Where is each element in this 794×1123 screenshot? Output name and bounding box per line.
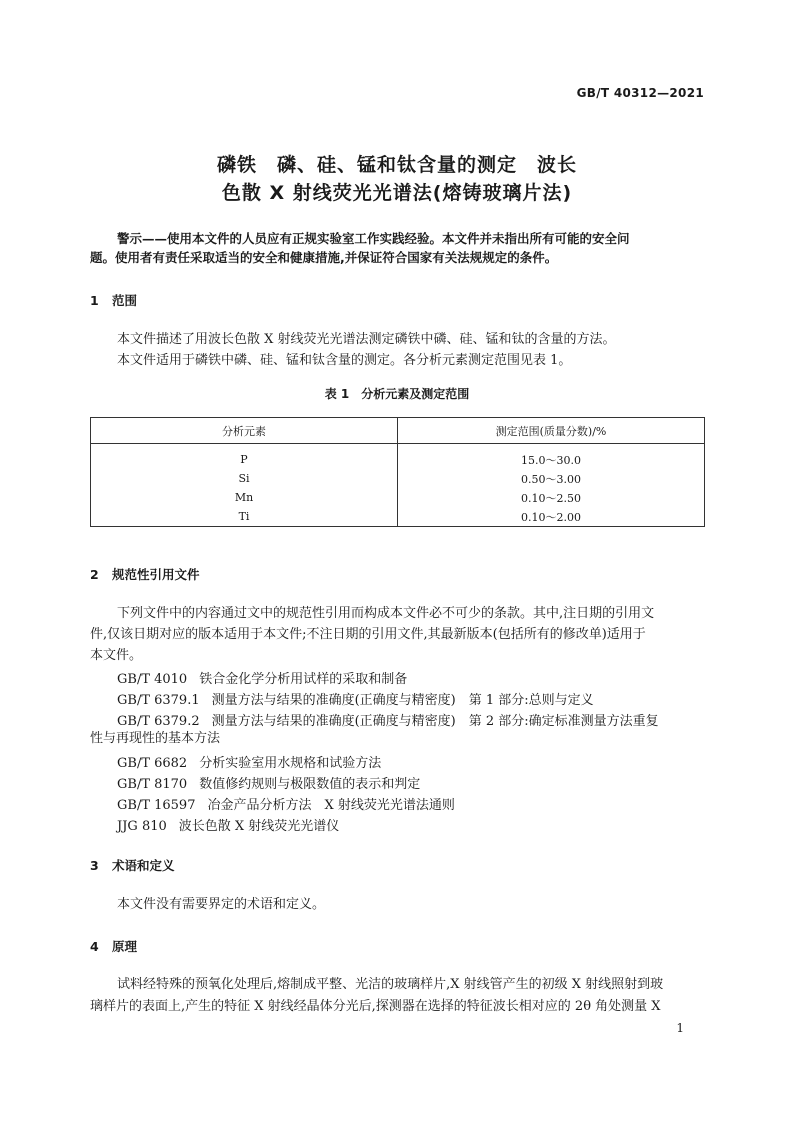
table-row (91, 444, 705, 470)
table-cell: 0.10～2.50 (398, 488, 705, 507)
paragraph: 璃样片的表面上,产生的特征 X 射线经晶体分光后,探测器在选择的特征波长相对应的 2θ 角处测量 X (90, 999, 661, 1014)
reference-title: 测量方法与结果的准确度(正确度与精密度) 第 2 部分:确定标准测量方法重复 (211, 714, 659, 729)
table-caption: 表 1 分析元素及测定范围 (324, 387, 470, 401)
reference-item (117, 668, 407, 687)
section-heading-terms (90, 856, 175, 874)
paragraph: 件,仅该日期对应的版本适用于本文件;不注日期的引用文件,其最新版本(包括所有的修改单)适用于 (90, 627, 646, 642)
table-cell: 15.0～30.0 (398, 444, 705, 470)
analysis-range-table (90, 417, 705, 527)
reference-title: 波长色散 X 射线荧光光谱仪 (178, 819, 340, 834)
warning-line-2: 题。使用者有责任采取适当的安全和健康措施,并保证符合国家有关法规规定的条件。 (90, 250, 558, 265)
reference-item (117, 815, 339, 834)
section-number: 1 (90, 293, 99, 308)
section-number: 4 (90, 939, 99, 954)
paragraph: 试料经特殊的预氧化处理后,熔制成平整、光洁的玻璃样片,X 射线管产生的初级 X 射线照射到玻 (117, 977, 664, 992)
paragraph: 下列文件中的内容通过文中的规范性引用而构成本文件必不可少的条款。其中,注日期的引用文 (117, 606, 655, 621)
section-title: 范围 (112, 293, 138, 308)
table-header-cell: 测定范围(质量分数)/% (398, 418, 705, 444)
table-cell: 0.10～2.00 (398, 507, 705, 527)
reference-title: 铁合金化学分析用试样的采取和制备 (199, 672, 408, 687)
section-heading-normative-references (90, 565, 200, 583)
reference-title: 测量方法与结果的准确度(正确度与精密度) 第 1 部分:总则与定义 (211, 693, 594, 708)
reference-item (117, 752, 381, 771)
reference-title: 分析实验室用水规格和试验方法 (199, 756, 382, 771)
warning-line-1: 警示——使用本文件的人员应有正规实验室工作实践经验。本文件并未指出所有可能的安全问 (117, 231, 630, 246)
section-title: 规范性引用文件 (112, 567, 200, 582)
section-title: 术语和定义 (112, 858, 175, 873)
table-header-row (91, 418, 705, 444)
paragraph: 本文件适用于磷铁中磷、硅、锰和钛含量的测定。各分析元素测定范围见表 1。 (117, 353, 572, 368)
reference-code: GB/T 16597 (117, 798, 196, 813)
reference-code: GB/T 6379.1 (117, 693, 200, 708)
section-heading-principle (90, 937, 137, 955)
table-row (91, 507, 705, 527)
table-cell: Ti (91, 507, 398, 527)
table-row (91, 488, 705, 507)
reference-title: 数值修约规则与极限数值的表示和判定 (199, 777, 421, 792)
reference-item (117, 710, 659, 729)
paragraph: 本文件描述了用波长色散 X 射线荧光光谱法测定磷铁中磷、硅、锰和钛的含量的方法。 (117, 332, 616, 347)
reference-code: JJG 810 (117, 819, 167, 834)
table-cell: 0.50～3.00 (398, 469, 705, 488)
reference-item (117, 794, 455, 813)
table-header-cell: 分析元素 (91, 418, 398, 444)
table-cell: Mn (91, 488, 398, 507)
reference-code: GB/T 4010 (117, 672, 188, 687)
paragraph: 本文件没有需要界定的术语和定义。 (117, 897, 326, 912)
reference-item-continued (90, 728, 705, 750)
reference-item (117, 773, 420, 792)
table-row (91, 469, 705, 488)
page-number: 1 (676, 1021, 684, 1035)
table-cell: Si (91, 469, 398, 488)
section-number: 3 (90, 858, 99, 873)
section-number: 2 (90, 567, 99, 582)
document-title-line-1: 磷铁 磷、硅、锰和钛含量的测定 波长 (216, 154, 577, 176)
reference-code: GB/T 6682 (117, 756, 188, 771)
table-cell: P (91, 444, 398, 470)
document-title-line-2: 色散 X 射线荧光光谱法(熔铸玻璃片法) (221, 182, 573, 204)
reference-title: 性与再现性的基本方法 (90, 731, 221, 746)
section-heading-scope (90, 291, 137, 309)
reference-code: GB/T 8170 (117, 777, 188, 792)
reference-title: 冶金产品分析方法 X 射线荧光光谱法通则 (207, 798, 455, 813)
section-title: 原理 (112, 939, 138, 954)
paragraph: 本文件。 (90, 648, 143, 663)
reference-code: GB/T 6379.2 (117, 714, 200, 729)
standard-number: GB/T 40312—2021 (576, 86, 704, 100)
reference-item (117, 689, 594, 708)
